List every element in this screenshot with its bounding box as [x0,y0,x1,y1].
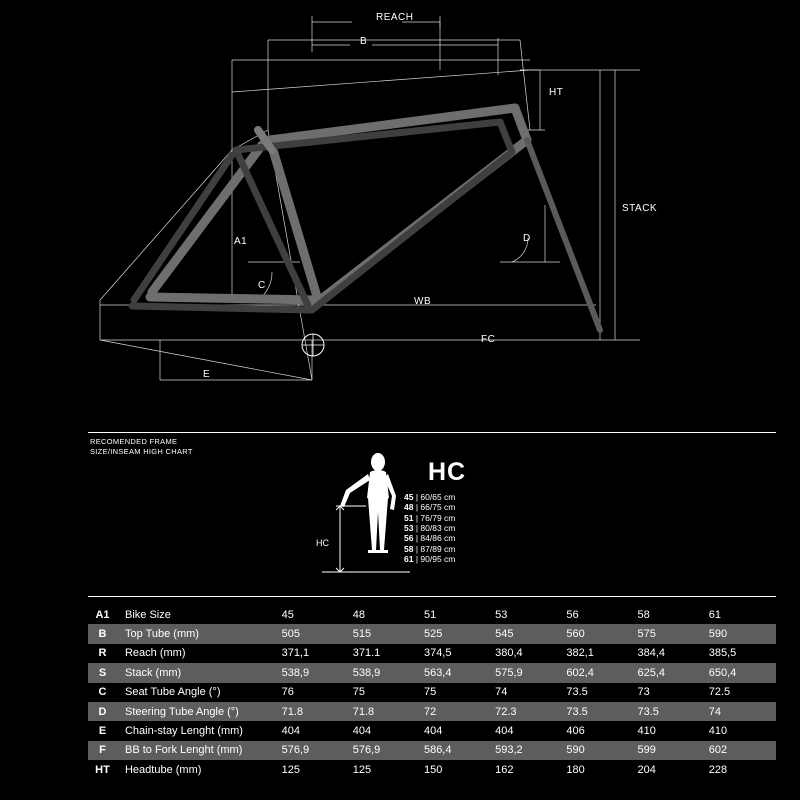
cell-value: 590 [705,624,776,643]
hc-size-row: 53 | 80/83 cm [404,523,456,534]
row-name: Seat Tube Angle (°) [117,683,278,702]
table-row [88,605,776,624]
row-name: Top Tube (mm) [117,624,278,643]
cell-value: 61 [705,605,776,624]
row-name: Steering Tube Angle (°) [117,702,278,721]
cell-value: 72.3 [491,702,562,721]
hc-size-row: 51 | 76/79 cm [404,512,456,523]
diagram-label-d: D [523,233,531,244]
hc-size-value: 45 [404,492,414,502]
hc-size-row: 61 | 90/95 cm [404,554,456,565]
row-code: C [88,683,117,702]
hc-size-row: 56 | 84/86 cm [404,533,456,544]
cell-value: 593,2 [491,741,562,760]
table-row [88,663,776,682]
geometry-table-element [88,605,776,780]
cell-value: 76 [278,683,349,702]
cell-value: 505 [278,624,349,643]
cell-value: 48 [349,605,420,624]
hc-size-list [404,492,455,565]
cell-value: 71.8 [349,702,420,721]
hc-size-value: 61 [404,554,414,565]
row-name: Chain-stay Lenght (mm) [117,721,278,740]
cell-value: 75 [420,683,491,702]
cell-value: 73 [634,683,705,702]
row-code: D [88,702,117,721]
hc-inseam-value: 66/75 cm [420,502,456,513]
cell-value: 404 [349,721,420,740]
cell-value: 538,9 [278,663,349,682]
cell-value: 73.5 [634,702,705,721]
row-name: Headtube (mm) [117,760,278,779]
cell-value: 371.1 [349,644,420,663]
cell-value: 74 [491,683,562,702]
table-row [88,624,776,643]
cell-value: 72.5 [705,683,776,702]
cell-value: 545 [491,624,562,643]
row-name: Stack (mm) [117,663,278,682]
cell-value: 58 [634,605,705,624]
cell-value: 382,1 [562,644,633,663]
diagram-label-stack: STACK [622,203,658,214]
row-code: R [88,644,117,663]
cell-value: 228 [705,760,776,779]
cell-value: 162 [491,760,562,779]
cell-value: 515 [349,624,420,643]
hc-inseam-value: 80/83 cm [420,523,456,534]
cell-value: 404 [491,721,562,740]
cell-value: 125 [349,760,420,779]
divider-top [88,432,776,433]
cell-value: 56 [562,605,633,624]
cell-value: 150 [420,760,491,779]
cell-value: 45 [278,605,349,624]
cell-value: 560 [562,624,633,643]
cell-value: 410 [634,721,705,740]
cell-value: 563,4 [420,663,491,682]
hc-size-value: 51 [404,512,414,523]
row-name: BB to Fork Lenght (mm) [117,741,278,760]
row-code: E [88,721,117,740]
cell-value: 51 [420,605,491,624]
hc-inseam-value: 76/79 cm [420,512,456,523]
hc-size-value: 58 [404,543,414,554]
geometry-table [88,605,776,780]
row-code: A1 [88,605,117,624]
cell-value: 586,4 [420,741,491,760]
cell-value: 650,4 [705,663,776,682]
table-row [88,721,776,740]
cell-value: 538,9 [349,663,420,682]
cell-value: 374,5 [420,644,491,663]
hc-size-value: 48 [404,502,414,513]
diagram-label-reach: REACH [376,12,414,23]
hc-size-row: 48 | 66/75 cm [404,502,456,513]
row-name: Reach (mm) [117,644,278,663]
cell-value: 404 [278,721,349,740]
divider-bottom [88,596,776,597]
table-row [88,741,776,760]
hc-inseam-value: 60/65 cm [420,492,456,502]
table-row [88,683,776,702]
hc-measure-label: HC [316,538,329,548]
diagram-label-fc: FC [481,334,496,345]
row-code: S [88,663,117,682]
cell-value: 602 [705,741,776,760]
cell-value: 625,4 [634,663,705,682]
cell-value: 204 [634,760,705,779]
row-code: F [88,741,117,760]
row-code: HT [88,760,117,779]
hc-size-value: 53 [404,523,414,534]
cell-value: 380,4 [491,644,562,663]
diagram-label-a1: A1 [234,236,248,247]
hc-size-row: 45 | 60/65 cm [404,492,456,502]
cell-value: 576,9 [349,741,420,760]
diagram-label-e: E [203,369,211,380]
cell-value: 125 [278,760,349,779]
cell-value: 71.8 [278,702,349,721]
cell-value: 73.5 [562,683,633,702]
cell-value: 180 [562,760,633,779]
diagram-label-ht: HT [549,87,564,98]
cell-value: 406 [562,721,633,740]
diagram-label-c: C [258,280,266,291]
table-row [88,702,776,721]
cell-value: 72 [420,702,491,721]
inseam-chart-note-line1: RECOMENDED FRAME [90,437,178,446]
cell-value: 575,9 [491,663,562,682]
hc-size-value: 56 [404,533,414,544]
cell-value: 75 [349,683,420,702]
cell-value: 410 [705,721,776,740]
cell-value: 590 [562,741,633,760]
cell-value: 385,5 [705,644,776,663]
cell-value: 73.5 [562,702,633,721]
inseam-chart-note [90,437,193,457]
hc-title: HC [428,458,467,486]
cell-value: 53 [491,605,562,624]
row-code: B [88,624,117,643]
hc-inseam-value: 87/89 cm [420,543,456,554]
cell-value: 602,4 [562,663,633,682]
diagram-label-wb: WB [414,296,432,307]
cell-value: 576,9 [278,741,349,760]
cell-value: 599 [634,741,705,760]
table-row [88,644,776,663]
cell-value: 371,1 [278,644,349,663]
cell-value: 74 [705,702,776,721]
diagram-label-b: B [360,36,368,47]
cell-value: 384,4 [634,644,705,663]
table-row [88,760,776,779]
cell-value: 404 [420,721,491,740]
row-name: Bike Size [117,605,278,624]
hc-size-row: 58 | 87/89 cm [404,543,456,554]
hc-inseam-value: 84/86 cm [420,533,456,544]
hc-inseam-value: 90/95 cm [420,554,456,565]
inseam-chart-note-line2: SIZE/INSEAM HIGH CHART [90,447,193,457]
cell-value: 525 [420,624,491,643]
cell-value: 575 [634,624,705,643]
